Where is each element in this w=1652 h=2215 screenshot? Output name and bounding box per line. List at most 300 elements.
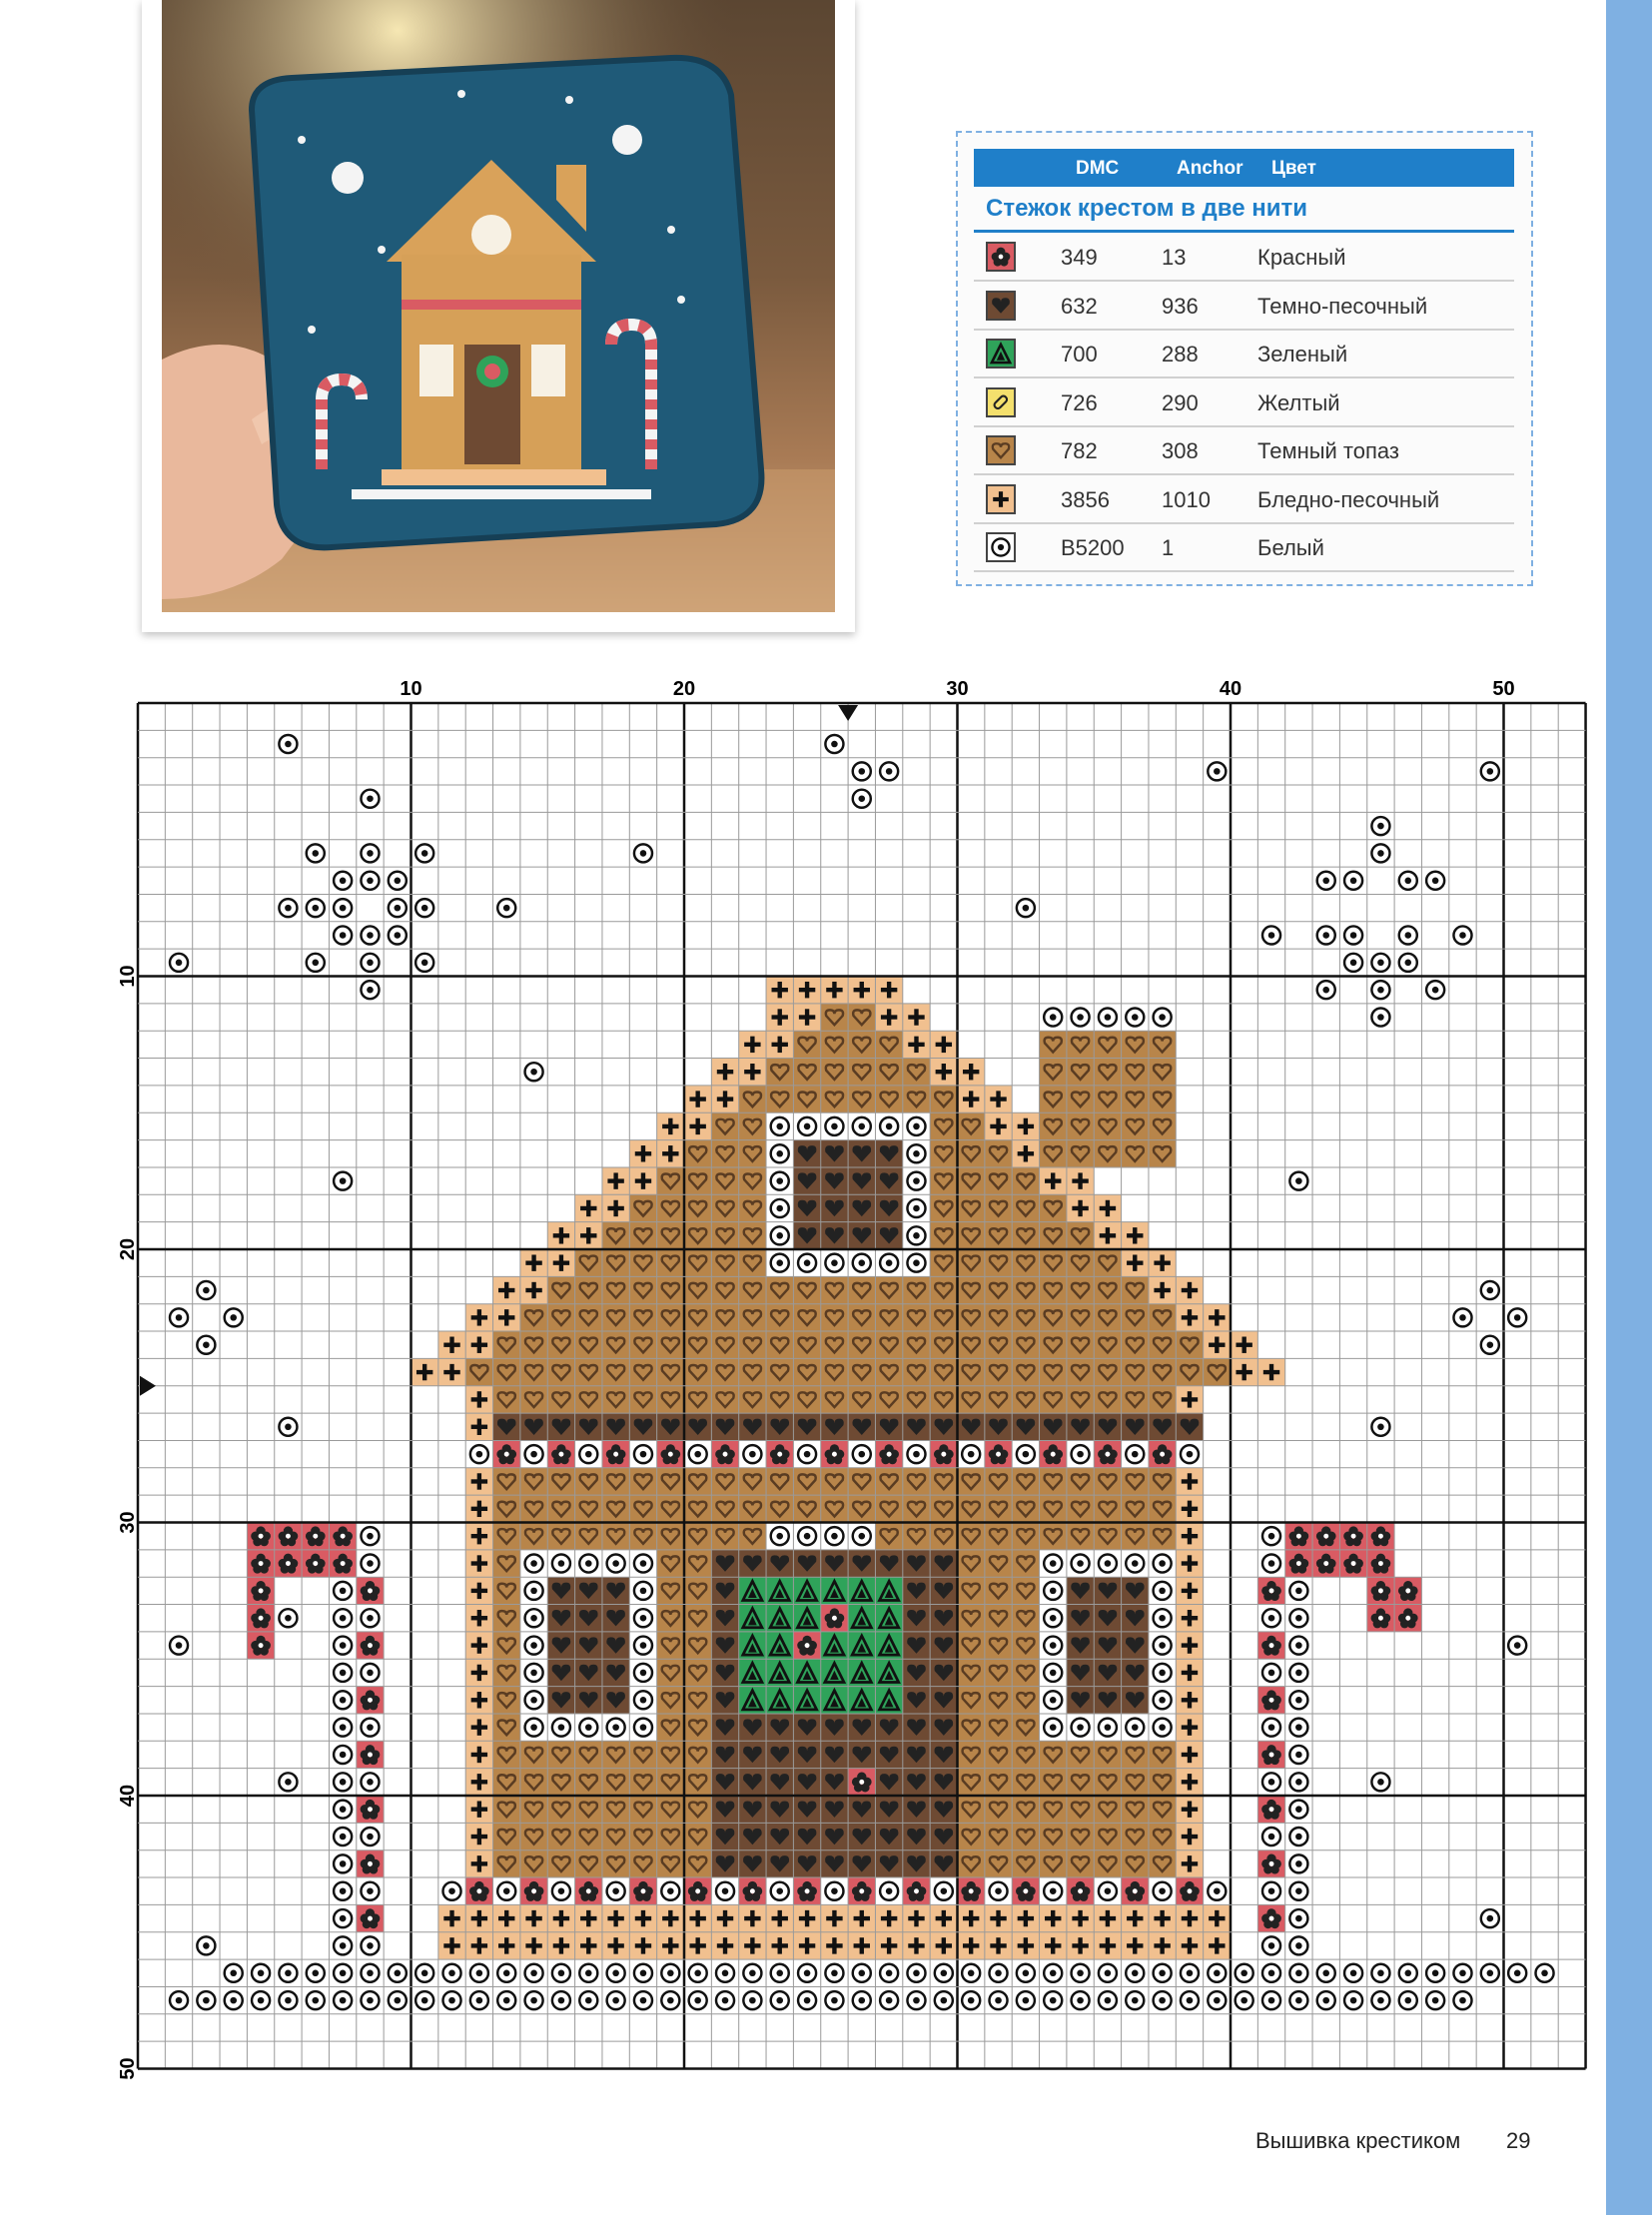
stitch-cell-heart-outline bbox=[1040, 1796, 1067, 1823]
stitch-cell-dot bbox=[1176, 1959, 1203, 1986]
stitch-cell-heart bbox=[766, 1823, 793, 1849]
stitch-cell-heart bbox=[930, 1687, 957, 1714]
stitch-cell-dot bbox=[329, 1714, 356, 1741]
stitch-cell-heart bbox=[711, 1741, 738, 1768]
stitch-cell-heart bbox=[930, 1741, 957, 1768]
top-axis-number: 10 bbox=[400, 678, 422, 700]
top-axis-number: 40 bbox=[1219, 678, 1242, 700]
stitch-cell-heart-outline bbox=[903, 1086, 930, 1112]
stitch-cell-dot bbox=[766, 1112, 793, 1139]
stitch-cell-dot bbox=[493, 1986, 520, 2013]
stitch-cell-plus bbox=[1067, 1932, 1094, 1959]
stitch-cell-dot bbox=[1285, 1659, 1312, 1686]
stitch-cell-plus bbox=[547, 1222, 574, 1249]
stitch-cell-heart-outline bbox=[1040, 1222, 1067, 1249]
stitch-cell-plus bbox=[903, 1904, 930, 1931]
stitch-cell-plus bbox=[493, 1904, 520, 1931]
anchor-code: 308 bbox=[1162, 438, 1199, 463]
stitch-cell-dot bbox=[329, 922, 356, 949]
stitch-cell-heart-outline bbox=[493, 1550, 520, 1577]
stitch-cell-heart-outline bbox=[958, 1550, 985, 1577]
top-axis-number: 20 bbox=[672, 678, 696, 700]
stitch-cell-heart-outline bbox=[875, 1331, 902, 1358]
stitch-cell-dot bbox=[412, 1986, 438, 2013]
stitch-cell-heart-outline bbox=[1122, 1523, 1149, 1550]
stitch-cell-plus bbox=[958, 1932, 985, 1959]
stitch-cell-heart-outline bbox=[711, 1358, 738, 1385]
legend-row bbox=[974, 426, 1514, 475]
stitch-cell-heart-outline bbox=[629, 1823, 656, 1849]
stitch-cell-heart-outline bbox=[711, 1140, 738, 1167]
stitch-cell-heart-outline bbox=[547, 1304, 574, 1331]
stitch-cell-dot bbox=[520, 1986, 547, 2013]
stitch-cell-heart bbox=[1122, 1659, 1149, 1686]
stitch-cell-plus bbox=[465, 1523, 492, 1550]
stitch-cell-flower bbox=[1257, 1904, 1284, 1931]
stitch-cell-plus bbox=[1149, 1249, 1176, 1276]
stitch-cell-flower bbox=[357, 1850, 384, 1877]
stitch-cell-plus bbox=[958, 1904, 985, 1931]
stitch-cell-heart-outline bbox=[1012, 1577, 1039, 1604]
stitch-cell-heart-outline bbox=[575, 1769, 602, 1796]
photo-frame bbox=[142, 0, 855, 632]
stitch-cell-flower bbox=[247, 1577, 274, 1604]
stitch-cell-heart-outline bbox=[575, 1468, 602, 1495]
stitch-cell-dot bbox=[1012, 1959, 1039, 1986]
stitch-cell-heart-outline bbox=[1122, 1140, 1149, 1167]
stitch-cell-plus bbox=[1176, 1304, 1203, 1331]
stitch-cell-heart-outline bbox=[958, 1304, 985, 1331]
stitch-cell-dot bbox=[520, 1714, 547, 1741]
color-name: Желтый bbox=[1257, 389, 1340, 415]
stitch-cell-dot bbox=[629, 1550, 656, 1577]
stitch-cell-plus bbox=[985, 1904, 1012, 1931]
stitch-cell-flower bbox=[1149, 1440, 1176, 1467]
stitch-cell-dot bbox=[1312, 922, 1339, 949]
stitch-cell-flower bbox=[329, 1550, 356, 1577]
stitch-cell-dot bbox=[1285, 1577, 1312, 1604]
stitch-cell-triangle bbox=[848, 1577, 875, 1604]
stitch-cell-heart bbox=[739, 1769, 766, 1796]
stitch-cell-heart-outline bbox=[684, 1331, 711, 1358]
stitch-cell-plus bbox=[1176, 1468, 1203, 1495]
stitch-cell-heart-outline bbox=[520, 1523, 547, 1550]
stitch-cell-flower bbox=[1257, 1741, 1284, 1768]
stitch-cell-heart bbox=[602, 1659, 629, 1686]
stitch-cell-heart-outline bbox=[848, 1468, 875, 1495]
stitch-cell-heart-outline bbox=[985, 1194, 1012, 1221]
stitch-cell-heart-outline bbox=[930, 1222, 957, 1249]
stitch-cell-triangle bbox=[739, 1687, 766, 1714]
stitch-cell-heart-outline bbox=[821, 1358, 848, 1385]
stitch-cell-plus bbox=[465, 1659, 492, 1686]
stitch-cell-heart-outline bbox=[684, 1741, 711, 1768]
stitch-cell-heart bbox=[793, 1714, 820, 1741]
stitch-cell-heart-outline bbox=[1040, 1358, 1067, 1385]
stitch-cell-heart-outline bbox=[629, 1331, 656, 1358]
stitch-cell-heart bbox=[602, 1687, 629, 1714]
slash-symbol-icon bbox=[986, 387, 1016, 417]
stitch-cell-dot bbox=[821, 1877, 848, 1904]
stitch-cell-dot bbox=[384, 894, 411, 921]
stitch-cell-heart-outline bbox=[493, 1386, 520, 1413]
stitch-cell-heart-outline bbox=[848, 1331, 875, 1358]
stitch-cell-heart-outline bbox=[1122, 1112, 1149, 1139]
stitch-cell-dot bbox=[275, 1413, 302, 1440]
stitch-cell-heart-outline bbox=[930, 1386, 957, 1413]
stitch-cell-dot bbox=[1149, 1986, 1176, 2013]
stitch-cell-flower bbox=[1012, 1877, 1039, 1904]
stitch-cell-heart bbox=[875, 1796, 902, 1823]
stitch-cell-flower bbox=[766, 1440, 793, 1467]
stitch-cell-heart-outline bbox=[793, 1086, 820, 1112]
stitch-cell-heart-outline bbox=[684, 1523, 711, 1550]
stitch-cell-heart bbox=[1094, 1687, 1121, 1714]
stitch-cell-dot bbox=[1040, 1877, 1067, 1904]
stitch-cell-heart-outline bbox=[739, 1112, 766, 1139]
table-header bbox=[974, 149, 1514, 187]
stitch-cell-heart bbox=[903, 1796, 930, 1823]
stitch-cell-heart-outline bbox=[1149, 1059, 1176, 1086]
stitch-cell-plus bbox=[985, 1086, 1012, 1112]
stitch-cell-flower bbox=[821, 1440, 848, 1467]
stitch-cell-plus bbox=[465, 1687, 492, 1714]
stitch-cell-plus bbox=[438, 1331, 465, 1358]
stitch-cell-dot bbox=[848, 1112, 875, 1139]
stitch-cell-flower bbox=[1040, 1440, 1067, 1467]
stitch-cell-dot bbox=[357, 785, 384, 812]
stitch-cell-dot bbox=[903, 1167, 930, 1194]
stitch-cell-flower bbox=[275, 1523, 302, 1550]
stitch-cell-heart-outline bbox=[766, 1358, 793, 1385]
stitch-cell-heart-outline bbox=[1012, 1468, 1039, 1495]
stitch-cell-heart bbox=[575, 1577, 602, 1604]
stitch-cell-dot bbox=[329, 894, 356, 921]
stitch-cell-heart bbox=[520, 1413, 547, 1440]
stitch-cell-heart-outline bbox=[766, 1495, 793, 1522]
stitch-cell-heart-outline bbox=[465, 1358, 492, 1385]
top-axis-number: 30 bbox=[946, 678, 969, 700]
stitch-cell-heart-outline bbox=[1040, 1059, 1067, 1086]
stitch-cell-heart-outline bbox=[657, 1605, 684, 1632]
stitch-cell-plus bbox=[766, 1031, 793, 1058]
stitch-cell-heart bbox=[766, 1714, 793, 1741]
stitch-cell-plus bbox=[438, 1932, 465, 1959]
stitch-cell-heart-outline bbox=[985, 1167, 1012, 1194]
stitch-cell-heart-outline bbox=[657, 1823, 684, 1849]
stitch-cell-heart-outline bbox=[493, 1468, 520, 1495]
stitch-cell-heart-outline bbox=[657, 1769, 684, 1796]
stitch-cell-dot bbox=[1067, 1986, 1094, 2013]
stitch-cell-plus bbox=[465, 1632, 492, 1659]
stitch-cell-heart-outline bbox=[657, 1331, 684, 1358]
stitch-cell-heart-outline bbox=[848, 1358, 875, 1385]
stitch-cell-heart-outline bbox=[875, 1031, 902, 1058]
stitch-cell-dot bbox=[465, 1959, 492, 1986]
stitch-cell-dot bbox=[1312, 977, 1339, 1004]
stitch-cell-flower bbox=[903, 1877, 930, 1904]
stitch-cell-heart-outline bbox=[903, 1276, 930, 1303]
stitch-cell-flower bbox=[1312, 1523, 1339, 1550]
stitch-cell-dot bbox=[766, 1222, 793, 1249]
stitch-cell-dot bbox=[930, 1986, 957, 2013]
stitch-cell-dot bbox=[220, 1986, 247, 2013]
stitch-cell-dot bbox=[1285, 1986, 1312, 2013]
stitch-cell-heart bbox=[848, 1850, 875, 1877]
stitch-cell-heart-outline bbox=[958, 1714, 985, 1741]
stitch-cell-dot bbox=[1339, 1986, 1366, 2013]
stitch-cell-heart bbox=[875, 1194, 902, 1221]
stitch-cell-heart-outline bbox=[958, 1687, 985, 1714]
stitch-cell-plus bbox=[493, 1932, 520, 1959]
stitch-cell-heart-outline bbox=[1067, 1031, 1094, 1058]
stitch-cell-heart-outline bbox=[958, 1276, 985, 1303]
stitch-cell-dot bbox=[766, 1877, 793, 1904]
stitch-cell-dot bbox=[875, 1959, 902, 1986]
stitch-cell-heart bbox=[793, 1769, 820, 1796]
stitch-cell-heart-outline bbox=[1149, 1850, 1176, 1877]
stitch-cell-plus bbox=[1122, 1904, 1149, 1931]
stitch-cell-plus bbox=[848, 1904, 875, 1931]
stitch-cell-flower bbox=[1285, 1550, 1312, 1577]
stitch-cell-heart-outline bbox=[739, 1276, 766, 1303]
stitch-cell-dot bbox=[465, 1440, 492, 1467]
stitch-cell-heart bbox=[903, 1741, 930, 1768]
stitch-cell-dot bbox=[1040, 1659, 1067, 1686]
stitch-cell-triangle bbox=[739, 1632, 766, 1659]
stitch-cell-heart-outline bbox=[985, 1796, 1012, 1823]
stitch-cell-dot bbox=[711, 1959, 738, 1986]
stitch-cell-dot bbox=[848, 1523, 875, 1550]
stitch-cell-plus bbox=[657, 1140, 684, 1167]
stitch-cell-dot bbox=[1476, 1276, 1503, 1303]
stitch-cell-flower bbox=[793, 1632, 820, 1659]
stitch-cell-heart-outline bbox=[875, 1059, 902, 1086]
stitch-cell-dot bbox=[1040, 1959, 1067, 1986]
stitch-cell-plus bbox=[465, 1741, 492, 1768]
stitch-cell-flower bbox=[302, 1550, 329, 1577]
stitch-cell-flower bbox=[711, 1440, 738, 1467]
stitch-cell-heart bbox=[575, 1632, 602, 1659]
stitch-cell-triangle bbox=[793, 1605, 820, 1632]
stitch-cell-heart-outline bbox=[1012, 1605, 1039, 1632]
stitch-cell-dot bbox=[575, 1986, 602, 2013]
stitch-cell-dot bbox=[357, 867, 384, 894]
stitch-cell-heart bbox=[711, 1823, 738, 1849]
stitch-cell-dot bbox=[575, 1714, 602, 1741]
stitch-cell-plus bbox=[958, 1086, 985, 1112]
stitch-cell-dot bbox=[1257, 1769, 1284, 1796]
stitch-cell-dot bbox=[629, 1659, 656, 1686]
stitch-cell-dot bbox=[329, 1823, 356, 1849]
stitch-cell-heart-outline bbox=[684, 1495, 711, 1522]
stitch-cell-heart-outline bbox=[602, 1495, 629, 1522]
stitch-cell-dot bbox=[1504, 1632, 1531, 1659]
stitch-cell-heart-outline bbox=[520, 1769, 547, 1796]
stitch-cell-flower bbox=[1094, 1440, 1121, 1467]
stitch-cell-heart-outline bbox=[1012, 1495, 1039, 1522]
stitch-cell-heart bbox=[930, 1714, 957, 1741]
stitch-cell-dot bbox=[848, 758, 875, 785]
stitch-cell-dot bbox=[1476, 1331, 1503, 1358]
stitch-cell-dot bbox=[766, 1167, 793, 1194]
stitch-cell-heart bbox=[1067, 1632, 1094, 1659]
stitch-cell-heart-outline bbox=[493, 1523, 520, 1550]
stitch-cell-heart-outline bbox=[1122, 1331, 1149, 1358]
stitch-cell-heart bbox=[875, 1413, 902, 1440]
stitch-cell-heart-outline bbox=[629, 1358, 656, 1385]
stitch-cell-heart-outline bbox=[821, 1086, 848, 1112]
stitch-cell-dot bbox=[357, 977, 384, 1004]
stitch-cell-heart-outline bbox=[1094, 1304, 1121, 1331]
stitch-cell-flower bbox=[520, 1877, 547, 1904]
stitch-cell-dot bbox=[384, 1986, 411, 2013]
stitch-cell-heart-outline bbox=[958, 1386, 985, 1413]
stitch-cell-heart-outline bbox=[1094, 1796, 1121, 1823]
stitch-cell-heart-outline bbox=[1149, 1331, 1176, 1358]
stitch-cell-heart-outline bbox=[766, 1468, 793, 1495]
stitch-cell-heart-outline bbox=[985, 1687, 1012, 1714]
stitch-cell-heart-outline bbox=[602, 1249, 629, 1276]
stitch-cell-heart bbox=[739, 1850, 766, 1877]
stitch-cell-heart bbox=[1122, 1413, 1149, 1440]
stitch-cell-heart bbox=[711, 1605, 738, 1632]
stitch-cell-dot bbox=[1257, 1823, 1284, 1849]
stitch-cell-heart-outline bbox=[930, 1304, 957, 1331]
legend-row bbox=[974, 378, 1514, 427]
stitch-cell-dot bbox=[821, 730, 848, 757]
stitch-cell-heart-outline bbox=[684, 1769, 711, 1796]
stitch-cell-dot bbox=[821, 1112, 848, 1139]
stitch-cell-heart bbox=[575, 1687, 602, 1714]
stitch-cell-heart-outline bbox=[1012, 1249, 1039, 1276]
stitch-cell-dot bbox=[275, 1769, 302, 1796]
stitch-cell-heart-outline bbox=[793, 1276, 820, 1303]
stitch-cell-heart-outline bbox=[958, 1659, 985, 1686]
stitch-cell-heart bbox=[711, 1550, 738, 1577]
stitch-cell-heart-outline bbox=[821, 1386, 848, 1413]
stitch-cell-heart-outline bbox=[739, 1304, 766, 1331]
stitch-cell-heart-outline bbox=[1122, 1796, 1149, 1823]
stitch-cell-heart-outline bbox=[848, 1031, 875, 1058]
stitch-cell-plus bbox=[1176, 1741, 1203, 1768]
stitch-cell-triangle bbox=[739, 1605, 766, 1632]
stitch-cell-heart bbox=[793, 1796, 820, 1823]
stitch-cell-heart-outline bbox=[657, 1850, 684, 1877]
stitch-cell-heart-outline bbox=[575, 1276, 602, 1303]
stitch-cell-heart-outline bbox=[575, 1386, 602, 1413]
stitch-cell-dot bbox=[1149, 1959, 1176, 1986]
color-name: Зеленый bbox=[1257, 342, 1348, 367]
stitch-cell-dot bbox=[1257, 1959, 1284, 1986]
stitch-cell-heart-outline bbox=[1067, 1468, 1094, 1495]
stitch-cell-heart-outline bbox=[1067, 1086, 1094, 1112]
stitch-cell-heart-outline bbox=[711, 1304, 738, 1331]
stitch-cell-dot bbox=[357, 949, 384, 976]
stitch-cell-heart-outline bbox=[739, 1249, 766, 1276]
stitch-cell-plus bbox=[493, 1276, 520, 1303]
stitch-cell-heart bbox=[1067, 1577, 1094, 1604]
stitch-cell-plus bbox=[657, 1932, 684, 1959]
stitch-cell-heart-outline bbox=[657, 1714, 684, 1741]
stitch-cell-plus bbox=[1122, 1932, 1149, 1959]
stitch-cell-heart-outline bbox=[1067, 1140, 1094, 1167]
stitch-cell-dot bbox=[1149, 1605, 1176, 1632]
stitch-cell-dot bbox=[1040, 1632, 1067, 1659]
stitch-cell-dot bbox=[1285, 1714, 1312, 1741]
stitch-cell-heart-outline bbox=[1122, 1823, 1149, 1849]
stitch-cell-heart-outline bbox=[930, 1167, 957, 1194]
stitch-cell-heart-outline bbox=[821, 1276, 848, 1303]
stitch-cell-dot bbox=[1094, 1959, 1121, 1986]
stitch-cell-flower bbox=[357, 1687, 384, 1714]
stitch-cell-heart-outline bbox=[985, 1714, 1012, 1741]
stitch-cell-flower bbox=[357, 1577, 384, 1604]
stitch-cell-heart-outline bbox=[657, 1687, 684, 1714]
stitch-cell-dot bbox=[684, 1986, 711, 2013]
stitch-cell-heart-outline bbox=[1122, 1059, 1149, 1086]
stitch-cell-heart bbox=[766, 1413, 793, 1440]
stitch-cell-heart-outline bbox=[903, 1468, 930, 1495]
stitch-cell-plus bbox=[903, 1004, 930, 1031]
stitch-cell-dot bbox=[821, 1523, 848, 1550]
stitch-cell-heart bbox=[711, 1577, 738, 1604]
stitch-cell-plus bbox=[465, 1932, 492, 1959]
stitch-cell-dot bbox=[547, 1959, 574, 1986]
stitch-cell-heart bbox=[793, 1823, 820, 1849]
stitch-cell-plus bbox=[1176, 1850, 1203, 1877]
stitch-cell-dot bbox=[930, 1959, 957, 1986]
stitch-cell-heart-outline bbox=[1067, 1823, 1094, 1849]
stitch-cell-dot bbox=[520, 1577, 547, 1604]
stitch-cell-heart bbox=[875, 1550, 902, 1577]
stitch-cell-heart-outline bbox=[711, 1523, 738, 1550]
stitch-cell-heart bbox=[1122, 1577, 1149, 1604]
stitch-cell-heart bbox=[930, 1850, 957, 1877]
stitch-cell-plus bbox=[1176, 1796, 1203, 1823]
stitch-cell-dot bbox=[547, 1877, 574, 1904]
stitch-cell-plus bbox=[1204, 1932, 1231, 1959]
stitch-cell-dot bbox=[1339, 1959, 1366, 1986]
stitch-cell-dot bbox=[165, 1304, 192, 1331]
stitch-cell-heart-outline bbox=[493, 1714, 520, 1741]
stitch-cell-heart bbox=[602, 1413, 629, 1440]
stitch-cell-dot bbox=[547, 1550, 574, 1577]
stitch-cell-heart-outline bbox=[958, 1796, 985, 1823]
dmc-code: 726 bbox=[1061, 389, 1098, 415]
stitch-cell-dot bbox=[357, 1550, 384, 1577]
stitch-cell-dot bbox=[329, 1659, 356, 1686]
stitch-cell-heart-outline bbox=[547, 1850, 574, 1877]
stitch-cell-plus bbox=[438, 1904, 465, 1931]
stitch-cell-heart bbox=[766, 1741, 793, 1768]
stitch-cell-heart bbox=[547, 1659, 574, 1686]
stitch-cell-plus bbox=[766, 1004, 793, 1031]
stitch-cell-dot bbox=[903, 1249, 930, 1276]
stitch-cell-heart bbox=[1122, 1687, 1149, 1714]
stitch-cell-plus bbox=[1231, 1331, 1257, 1358]
stitch-cell-heart-outline bbox=[985, 1468, 1012, 1495]
stitch-cell-heart-outline bbox=[739, 1468, 766, 1495]
stitch-cell-dot bbox=[711, 1986, 738, 2013]
dmc-code: 3856 bbox=[1061, 486, 1110, 512]
flower-symbol-icon bbox=[986, 242, 1016, 272]
stitch-cell-dot bbox=[985, 1959, 1012, 1986]
stitch-cell-heart-outline bbox=[1067, 1796, 1094, 1823]
stitch-cell-heart-outline bbox=[1149, 1358, 1176, 1385]
stitch-cell-heart-outline bbox=[1149, 1823, 1176, 1849]
stitch-cell-heart-outline bbox=[1040, 1386, 1067, 1413]
